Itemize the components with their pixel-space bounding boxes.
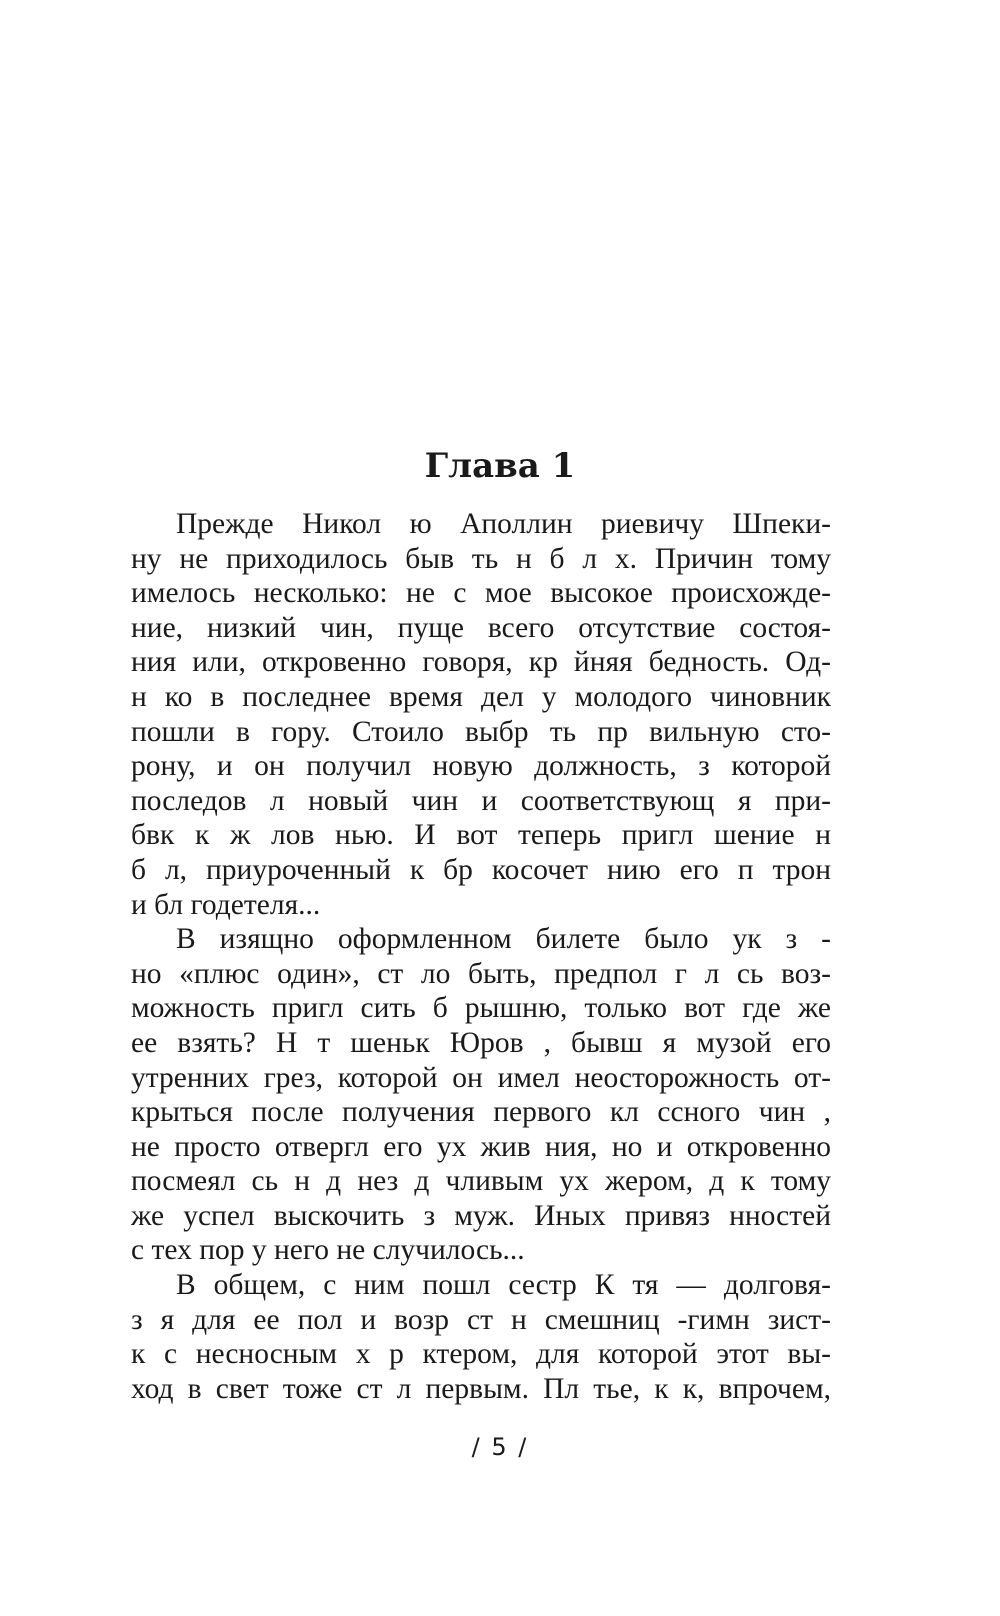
text-line: утренних грез, которой он имел неосторожность от- (131, 1061, 831, 1094)
chapter-title: Глава 1 (424, 446, 576, 486)
body-text (131, 507, 831, 1406)
text-line: последов л новый чин и соответствующ я при- (131, 784, 831, 817)
text-line: б л, приуроченный к бр косочет нию его п трон (131, 853, 831, 886)
page-number: / 5 / (471, 1433, 529, 1461)
paragraph-1 (131, 507, 831, 922)
text-line: з я для ее пол и возр ст н смешниц -гимн зист- (131, 1303, 831, 1336)
text-line: посмеял сь н д нез д чливым ух жером, д к тому (131, 1165, 831, 1198)
text-line: же успел выскочить з муж. Иных привяз нностей (131, 1199, 831, 1232)
text-line: ние, низкий чин, пуще всего отсутствие состоя- (131, 611, 831, 644)
text-line: имелось несколько: не с мое высокое происхожде- (131, 577, 831, 610)
text-line: бвк к ж лов нью. И вот теперь пригл шение н (131, 819, 831, 852)
text-line: крыться после получения первого кл ссного чин , (131, 1096, 831, 1129)
text-line: пошли в гору. Стоило выбр ть пр вильную сто- (131, 715, 831, 748)
text-line: ния или, откровенно говоря, кр йняя бедность. Од- (131, 646, 831, 679)
text-line: с тех пор у него не случилось... (131, 1234, 525, 1267)
text-line: не просто отвергл его ух жив ния, но и откровенно (131, 1130, 831, 1163)
text-line: В общем, с ним пошл сестр К тя — долговя- (176, 1269, 831, 1302)
paragraph-3 (131, 1268, 831, 1406)
text-line: Прежде Никол ю Аполлин риевичу Шпеки- (176, 508, 831, 540)
paragraph-2 (131, 922, 831, 1268)
text-line: н ко в последнее время дел у молодого чиновник (131, 680, 831, 713)
text-line: можность пригл сить б рышню, только вот где же (131, 992, 831, 1025)
text-line: и бл годетеля... (131, 888, 321, 921)
text-line: ход в свет тоже ст л первым. Пл тье, к к, впрочем, (131, 1372, 831, 1405)
text-line: ну не приходилось быв ть н б л х. Причин тому (131, 542, 831, 575)
text-line: к с несносным х р ктером, для которой этот вы- (131, 1338, 831, 1371)
text-line: В изящно оформленном билете было ук з - (176, 923, 831, 956)
text-line: рону, и он получил новую должность, з которой (131, 750, 831, 783)
text-line: ее взять? Н т шеньк Юров , бывш я музой его (131, 1026, 831, 1059)
text-line: но «плюс один», ст ло быть, предпол г л сь воз- (131, 957, 831, 990)
